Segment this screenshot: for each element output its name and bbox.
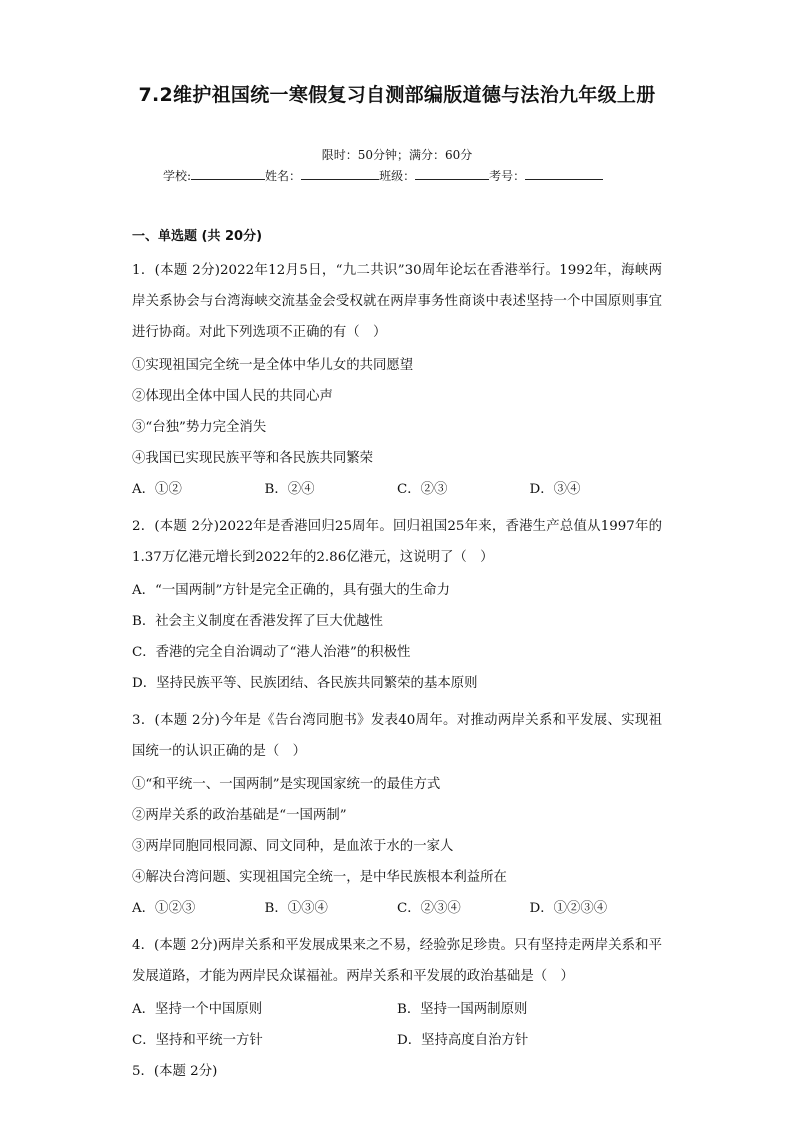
exam-number-label: 考号：	[489, 169, 526, 183]
option-a[interactable]: A．“一国两制”方针是完全正确的，具有强大的生命力	[132, 583, 450, 598]
statement: ②两岸关系的政治基础是“一国两制”	[132, 808, 347, 823]
option-row	[132, 899, 662, 919]
option-d[interactable]: D．①②③④	[529, 901, 608, 916]
statement: ③“台独”势力完全消失	[132, 420, 267, 435]
name-label: 姓名：	[265, 169, 302, 183]
option-d[interactable]: D．坚持高度自治方针	[397, 1033, 529, 1048]
option-d[interactable]: D．③④	[529, 482, 581, 497]
option-row	[132, 1000, 662, 1020]
option-a[interactable]: A．①②③	[132, 901, 196, 916]
statement: ③两岸同胞同根同源、同文同种，是血浓于水的一家人	[132, 839, 454, 854]
question-3	[132, 705, 662, 919]
question-stem: 4．(本题 2分)两岸关系和平发展成果来之不易，经验弥足珍贵。只有坚持走两岸关系和平发展道路，才能为两岸民众谋福祉。两岸关系和平发展的政治基础是（ ）	[132, 938, 662, 984]
option-row	[132, 480, 662, 500]
option-c[interactable]: C．香港的完全自治调动了“港人治港”的积极性	[132, 645, 411, 660]
option-row	[132, 1031, 662, 1051]
option-b[interactable]: B．社会主义制度在香港发挥了巨大优越性	[132, 614, 383, 629]
option-c[interactable]: C．坚持和平统一方针	[132, 1033, 263, 1048]
question-5	[132, 1062, 662, 1082]
option-b[interactable]: B．①③④	[264, 901, 328, 916]
exam-meta: 限时：50分钟；满分：60分	[321, 148, 473, 162]
option-a[interactable]: A．坚持一个中国原则	[132, 1002, 263, 1017]
statement: ①“和平统一、一国两制”是实现国家统一的最佳方式	[132, 777, 441, 792]
question-2	[132, 511, 662, 694]
section-heading: 一、单选题 (共 20分)	[132, 229, 263, 244]
question-list	[132, 228, 662, 1093]
question-stem: 1．(本题 2分)2022年12月5日，“九二共识”30周年论坛在香港举行。1992年，海峡两岸关系协会与台湾海峡交流基金会受权就在两岸事务性商谈中表述坚持一个中国原则事宜进行协商。对此下列选项不正确的有（ ）	[132, 263, 662, 340]
question-stem: 2．(本题 2分)2022年是香港回归25周年。回归祖国25年来，香港生产总值从1997年的1.37万亿港元增长到2022年的2.86亿港元，这说明了（ ）	[132, 519, 662, 565]
option-d[interactable]: D．坚持民族平等、民族团结、各民族共同繁荣的基本原则	[132, 676, 478, 691]
question-stem: 3．(本题 2分)今年是《告台湾同胞书》发表40周年。对推动两岸关系和平发展、实现祖国统一的认识正确的是（ ）	[132, 713, 662, 759]
exam-number-blank[interactable]	[525, 166, 603, 180]
statement: ②体现出全体中国人民的共同心声	[132, 389, 333, 404]
question-stem: 5．(本题 2分)	[132, 1064, 218, 1079]
name-blank[interactable]	[301, 166, 379, 180]
option-c[interactable]: C．②③	[397, 482, 448, 497]
question-4	[132, 930, 662, 1051]
option-b[interactable]: B．坚持一国两制原则	[397, 1002, 528, 1017]
school-label: 学校:	[163, 169, 192, 183]
question-1	[132, 255, 662, 500]
student-info-row	[163, 166, 603, 185]
option-a[interactable]: A．①②	[132, 482, 182, 497]
option-b[interactable]: B．②④	[264, 482, 315, 497]
statement: ④解决台湾问题、实现祖国完全统一，是中华民族根本利益所在	[132, 870, 507, 885]
statement: ④我国已实现民族平等和各民族共同繁荣	[132, 451, 374, 466]
class-blank[interactable]	[415, 166, 489, 180]
option-c[interactable]: C．②③④	[397, 901, 461, 916]
class-label: 班级：	[379, 169, 416, 183]
statement: ①实现祖国完全统一是全体中华儿女的共同愿望	[132, 358, 414, 373]
school-blank[interactable]	[191, 166, 265, 180]
page-title: 7.2维护祖国统一寒假复习自测部编版道德与法治九年级上册	[138, 84, 656, 106]
